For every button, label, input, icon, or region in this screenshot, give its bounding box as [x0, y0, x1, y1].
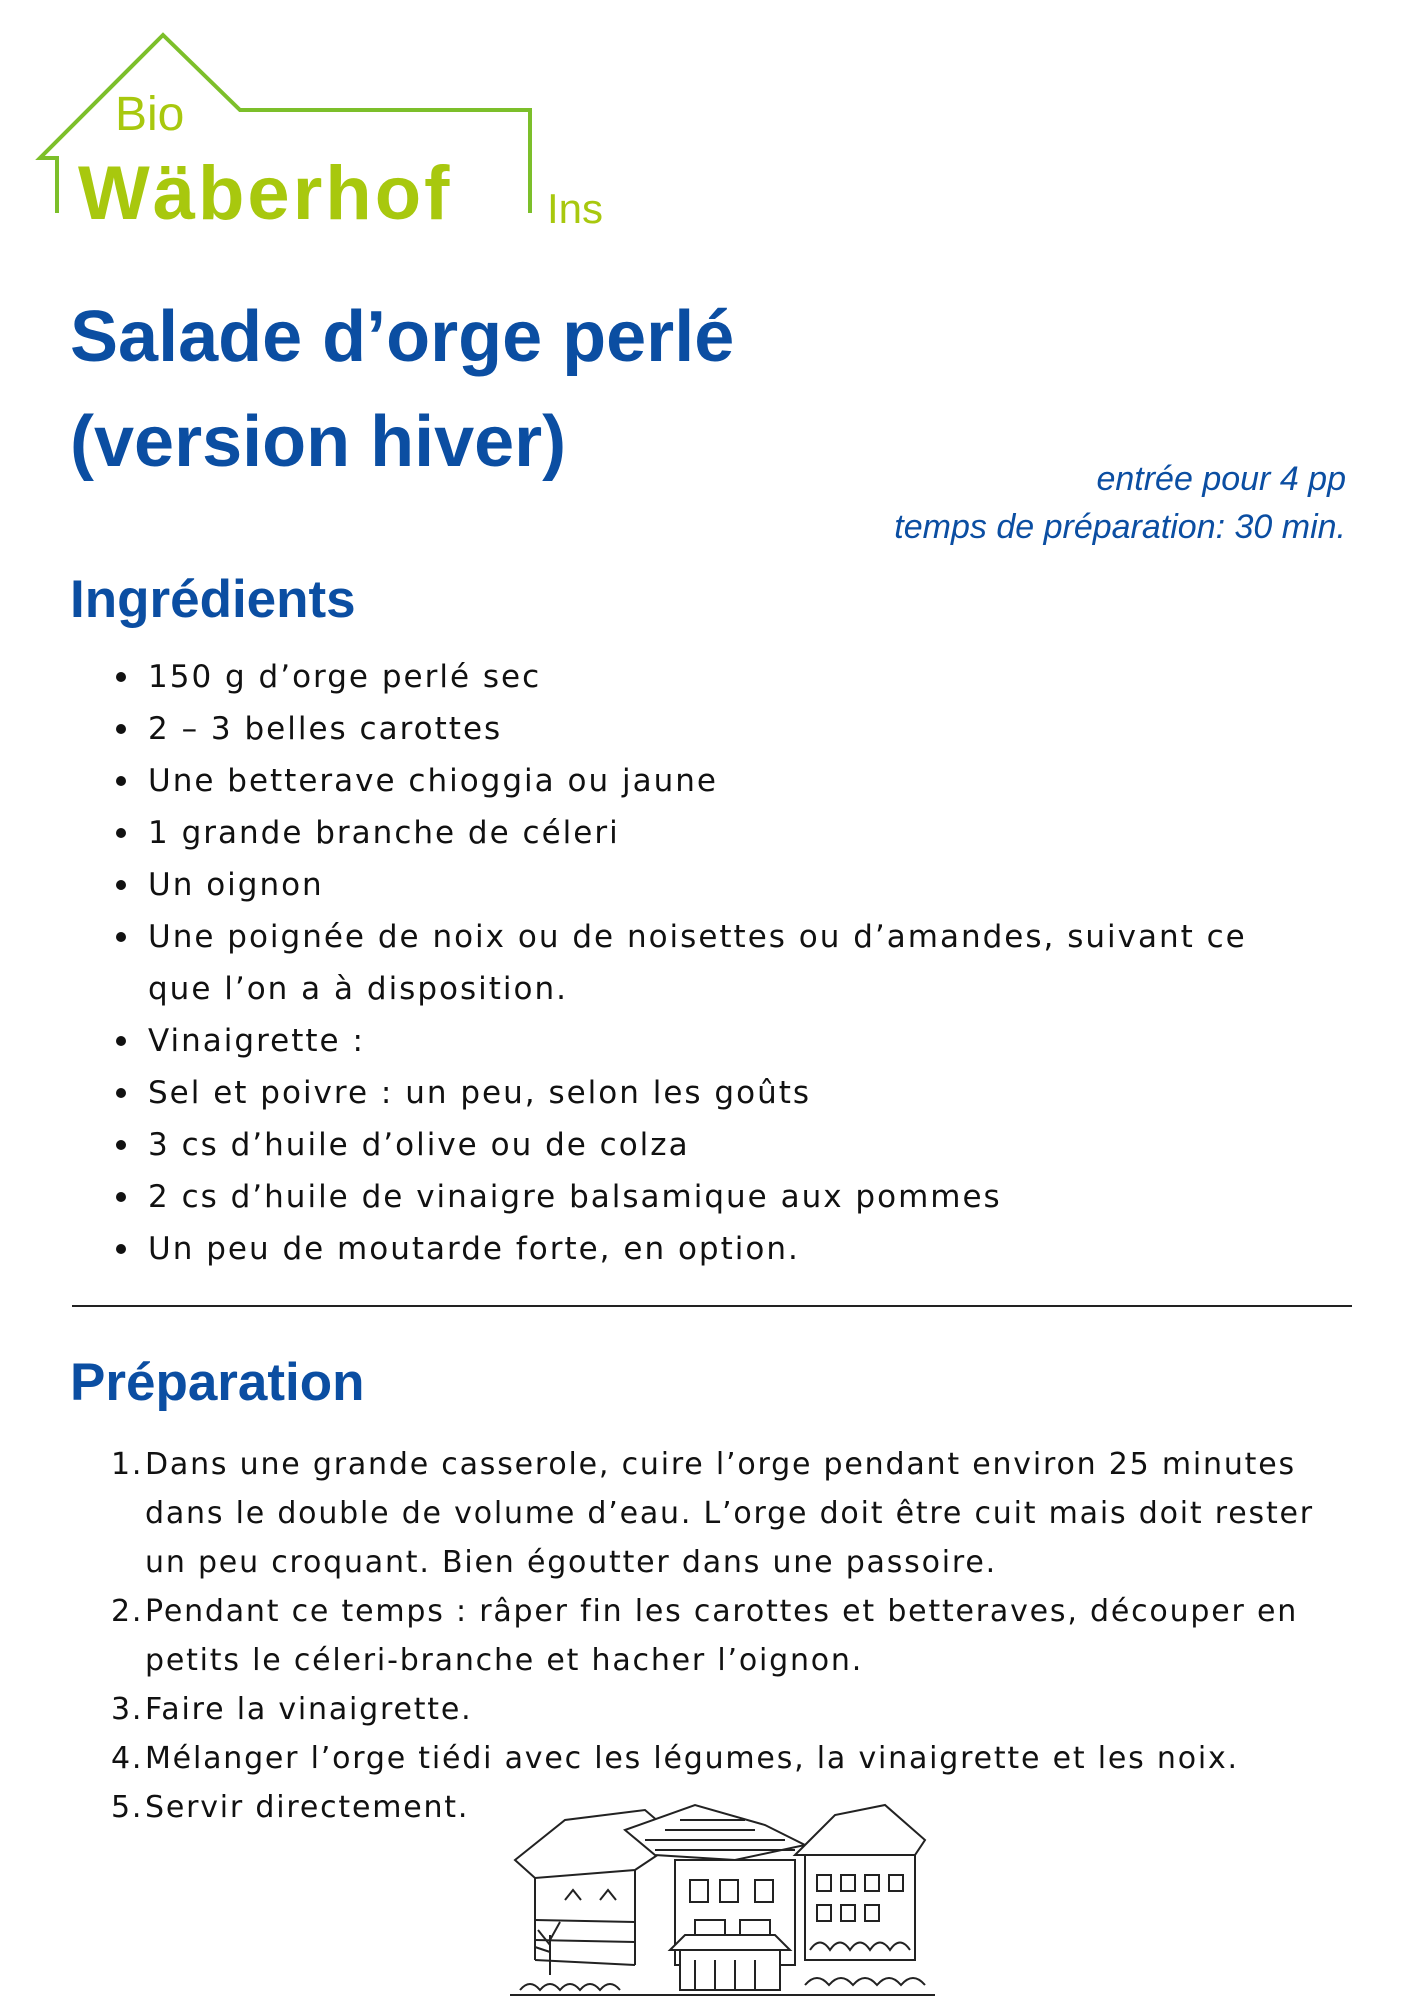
- ingredient-item: 2 cs d’huile de vinaigre balsamique aux pommes: [148, 1171, 1298, 1223]
- recipe-meta: [894, 455, 1346, 551]
- ingredient-item: Un oignon: [148, 859, 1298, 911]
- step-number: 2.: [111, 1594, 144, 1629]
- ingredient-item: Une poignée de noix ou de noisettes ou d’amandes, suivant ce que l’on a à disposition.: [148, 911, 1298, 1015]
- logo-place: Ins: [547, 185, 604, 232]
- ingredient-item: Vinaigrette :: [148, 1015, 1298, 1067]
- step-text: Pendant ce temps : râper fin les carottes et betteraves, découper en petits le céleri-branche et hacher l’oignon.: [145, 1594, 1299, 1678]
- preparation-step: [111, 1587, 1325, 1685]
- ingredient-item: Une betterave chioggia ou jaune: [148, 755, 1298, 807]
- section-divider: [72, 1305, 1352, 1307]
- step-text: Faire la vinaigrette.: [145, 1692, 473, 1727]
- preparation-step: [111, 1734, 1325, 1783]
- recipe-title-line2: (version hiver): [70, 402, 567, 482]
- preparation-steps: [111, 1440, 1325, 1832]
- step-number: 4.: [111, 1741, 144, 1776]
- logo: [30, 25, 610, 236]
- step-number: 1.: [111, 1447, 144, 1482]
- recipe-title: [70, 285, 734, 495]
- step-text: Dans une grande casserole, cuire l’orge pendant environ 25 minutes dans le double de volume d’eau. L’orge doit être cuit mais doit rester un peu croquant. Bien égoutter dans une passoire.: [145, 1447, 1314, 1580]
- prep-time: temps de préparation: 30 min.: [894, 508, 1346, 546]
- ingredient-item: Un peu de moutarde forte, en option.: [148, 1223, 1298, 1275]
- recipe-title-line1: Salade d’orge perlé: [70, 297, 735, 377]
- preparation-heading: Préparation: [70, 1353, 365, 1412]
- preparation-step: [111, 1440, 1325, 1587]
- ingredients-list: [148, 651, 1298, 1275]
- preparation-step: [111, 1685, 1325, 1734]
- logo-bio: Bio: [115, 88, 185, 141]
- ingredient-item: 2 – 3 belles carottes: [148, 703, 1298, 755]
- ingredient-item: 150 g d’orge perlé sec: [148, 651, 1298, 703]
- ingredient-item: 1 grande branche de céleri: [148, 807, 1298, 859]
- step-text: Mélanger l’orge tiédi avec les légumes, la vinaigrette et les noix.: [145, 1741, 1239, 1776]
- servings: entrée pour 4 pp: [1096, 460, 1346, 498]
- farmhouse-drawing-icon: [505, 1800, 945, 2004]
- ingredients-heading: Ingrédients: [70, 570, 356, 629]
- logo-name: Wäberhof: [78, 151, 453, 236]
- step-number: 5.: [111, 1790, 144, 1825]
- step-text: Servir directement.: [145, 1790, 470, 1825]
- ingredient-item: Sel et poivre : un peu, selon les goûts: [148, 1067, 1298, 1119]
- ingredient-item: 3 cs d’huile d’olive ou de colza: [148, 1119, 1298, 1171]
- step-number: 3.: [111, 1692, 144, 1727]
